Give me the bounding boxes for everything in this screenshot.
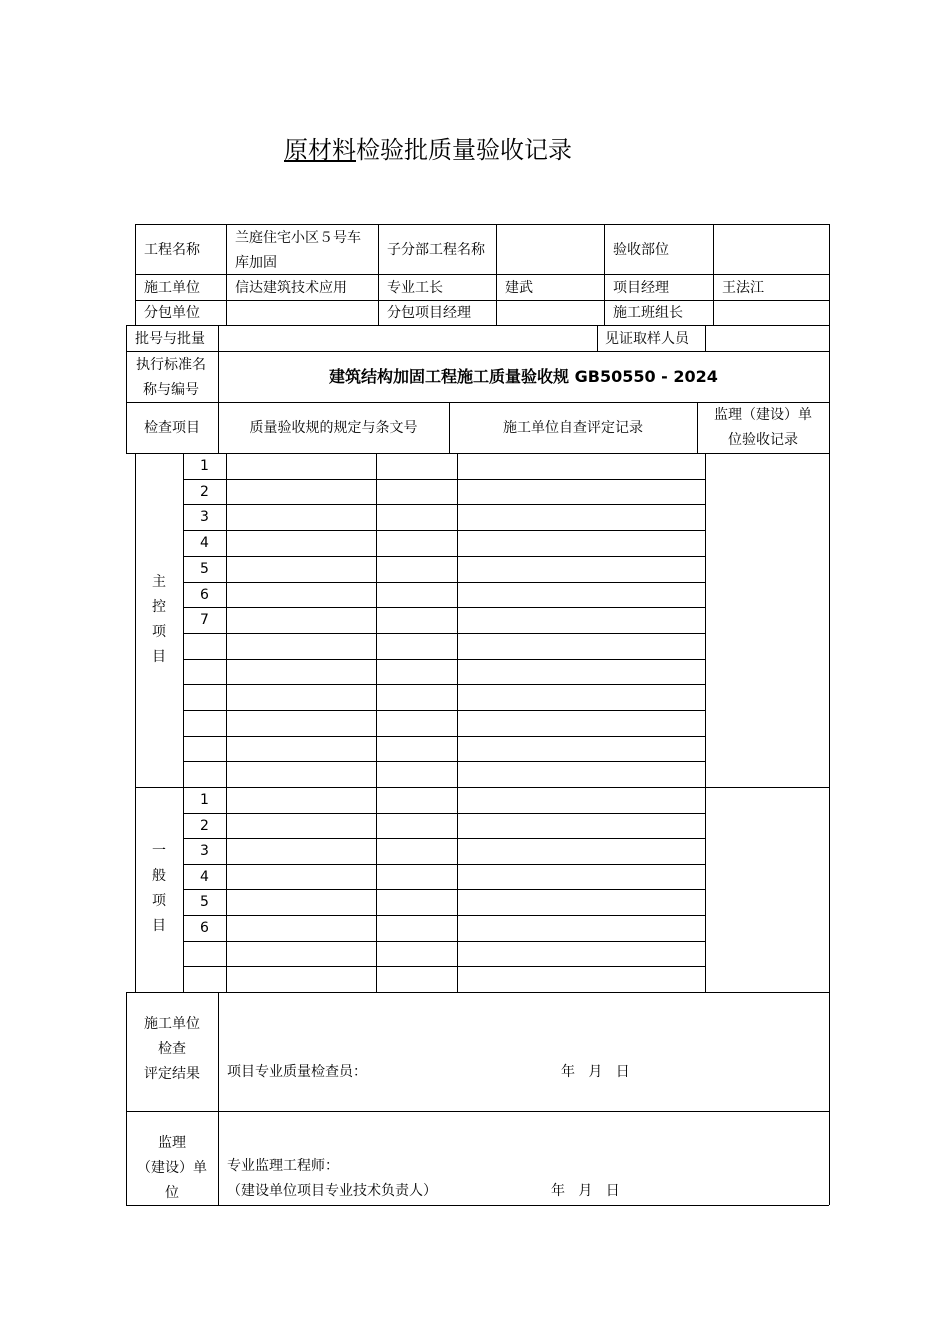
general-row-number: 4 xyxy=(200,868,209,885)
sub-project-label: 子分部工程名称 xyxy=(387,242,485,258)
general-row-number: 2 xyxy=(200,817,209,834)
construction-unit-label: 施工单位 xyxy=(144,280,200,296)
team-leader-label: 施工班组长 xyxy=(613,305,683,321)
general-row-number: 6 xyxy=(200,920,209,936)
general-row-number: 3 xyxy=(200,843,209,860)
main-control-char: 目 xyxy=(152,649,166,665)
col-spec: 质量验收规的规定与条文号 xyxy=(249,420,418,436)
result-inspector: 项目专业质量检查员： xyxy=(227,1064,367,1080)
supervision-label-line3: 位 xyxy=(165,1185,179,1201)
page-title xyxy=(284,132,572,168)
foreman-value: 建武 xyxy=(505,280,533,296)
general-char: 目 xyxy=(152,918,166,934)
main-control-row-number: 1 xyxy=(200,458,209,474)
general-label xyxy=(135,841,183,936)
main-control-row-number: 2 xyxy=(200,483,209,500)
title-underlined: 原材料 xyxy=(284,136,356,164)
pm-label: 项目经理 xyxy=(613,280,669,296)
main-control-row-number: 7 xyxy=(200,612,209,629)
construction-unit-value: 信达建筑技术应用 xyxy=(235,280,347,296)
result-label-line3: 评定结果 xyxy=(144,1066,200,1082)
col-check-item: 检查项目 xyxy=(144,420,200,436)
general-row-number: 1 xyxy=(200,792,209,808)
result-label-line1: 施工单位 xyxy=(144,1016,200,1032)
acceptance-part-label: 验收部位 xyxy=(613,242,669,258)
supervision-engineer: 专业监理工程师： xyxy=(227,1158,339,1174)
col-supervisor-line2: 位验收记录 xyxy=(728,432,798,448)
main-control-row-number: 4 xyxy=(200,535,209,552)
main-control-char: 项 xyxy=(152,624,166,640)
batch-label: 批号与批量 xyxy=(135,331,205,347)
col-self-check: 施工单位自查评定记录 xyxy=(503,420,643,436)
result-label-line2: 检查 xyxy=(158,1041,186,1057)
title-rest: 检验批质量验收记录 xyxy=(356,136,572,164)
col-supervisor-line1: 监理（建设）单 xyxy=(714,407,812,423)
standard-value: 建筑结构加固工程施工质量验收规 GB50550 - 2024 xyxy=(329,367,718,386)
main-control-row-number: 5 xyxy=(200,560,209,577)
standard-label-line2: 称与编号 xyxy=(143,382,199,398)
pm-value: 王法江 xyxy=(722,280,764,296)
sub-pm-label: 分包项目经理 xyxy=(387,305,471,321)
standard-label-line1: 执行标准名 xyxy=(136,357,206,373)
main-control-label xyxy=(135,572,183,667)
project-name-line2: 库加固 xyxy=(235,255,277,271)
general-char: 一 xyxy=(152,843,166,859)
general-char: 般 xyxy=(152,868,166,884)
main-control-row-number: 6 xyxy=(200,586,209,603)
supervision-label-line2: （建设）单 xyxy=(137,1160,207,1176)
project-name-label: 工程名称 xyxy=(144,242,200,258)
supervision-label-line1: 监理 xyxy=(158,1135,186,1151)
supervision-date: 年 月 日 xyxy=(551,1183,620,1199)
main-control-char: 主 xyxy=(152,574,166,590)
main-control-char: 控 xyxy=(152,599,166,615)
foreman-label: 专业工长 xyxy=(387,280,443,296)
supervision-owner: （建设单位项目专业技术负责人） xyxy=(227,1183,437,1199)
main-control-row-number: 3 xyxy=(200,509,209,526)
project-name-line1: 兰庭住宅小区５号车 xyxy=(235,230,361,246)
subcontractor-label: 分包单位 xyxy=(144,305,200,321)
result-date: 年 月 日 xyxy=(561,1064,630,1080)
witness-label: 见证取样人员 xyxy=(605,331,689,347)
general-row-number: 5 xyxy=(200,894,209,911)
general-char: 项 xyxy=(152,893,166,909)
